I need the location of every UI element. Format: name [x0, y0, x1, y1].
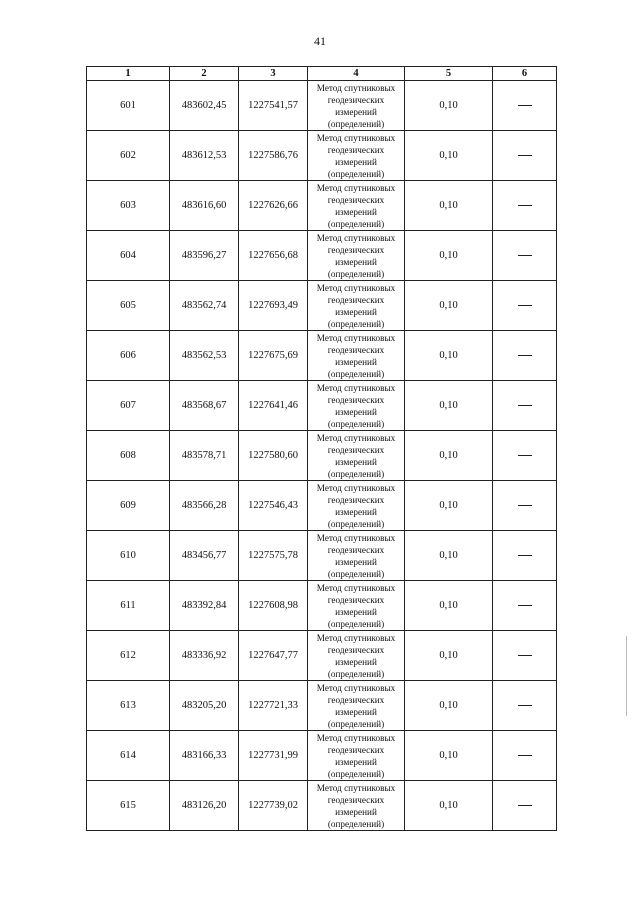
- table-row: [87, 181, 557, 231]
- method-cell: [308, 81, 405, 131]
- dash-mark: [518, 455, 532, 456]
- description-cell: [493, 131, 557, 181]
- method-line: измерений: [335, 256, 377, 267]
- method-line: геодезических: [327, 244, 385, 255]
- x-coordinate-cell: 483336,92: [170, 631, 239, 681]
- y-coordinate-cell: 1227675,69: [239, 331, 308, 381]
- method-line: Метод спутниковых: [316, 732, 396, 743]
- dash-mark: [518, 705, 532, 706]
- method-line: измерений: [335, 406, 377, 417]
- method-line: геодезических: [327, 94, 385, 105]
- description-cell: [493, 731, 557, 781]
- table-row: [87, 631, 557, 681]
- method-line: Метод спутниковых: [316, 132, 396, 143]
- method-cell: [308, 531, 405, 581]
- description-cell: [493, 581, 557, 631]
- accuracy-cell: 0,10: [405, 281, 493, 331]
- table-row: [87, 681, 557, 731]
- method-line: геодезических: [327, 444, 385, 455]
- x-coordinate-cell: 483616,60: [170, 181, 239, 231]
- method-line: Метод спутниковых: [316, 532, 396, 543]
- accuracy-cell: 0,10: [405, 781, 493, 831]
- method-line: измерений: [335, 556, 377, 567]
- method-line: (определений): [327, 418, 385, 429]
- method-cell: [308, 381, 405, 431]
- x-coordinate-cell: 483562,53: [170, 331, 239, 381]
- table-row: [87, 731, 557, 781]
- accuracy-cell: 0,10: [405, 731, 493, 781]
- method-line: геодезических: [327, 144, 385, 155]
- method-cell: [308, 781, 405, 831]
- column-header-2: 2: [170, 67, 239, 81]
- table-row: [87, 131, 557, 181]
- column-header-5: 5: [405, 67, 493, 81]
- y-coordinate-cell: 1227580,60: [239, 431, 308, 481]
- y-coordinate-cell: 1227575,78: [239, 531, 308, 581]
- point-number-cell: 604: [87, 231, 170, 281]
- method-line: Метод спутниковых: [316, 432, 396, 443]
- dash-mark: [518, 805, 532, 806]
- method-line: геодезических: [327, 694, 385, 705]
- point-number-cell: 601: [87, 81, 170, 131]
- dash-mark: [518, 355, 532, 356]
- method-line: геодезических: [327, 344, 385, 355]
- x-coordinate-cell: 483578,71: [170, 431, 239, 481]
- x-coordinate-cell: 483562,74: [170, 281, 239, 331]
- description-cell: [493, 681, 557, 731]
- method-cell: [308, 331, 405, 381]
- column-header-4: 4: [308, 67, 405, 81]
- y-coordinate-cell: 1227541,57: [239, 81, 308, 131]
- table-row: [87, 381, 557, 431]
- column-header-3: 3: [239, 67, 308, 81]
- method-line: (определений): [327, 218, 385, 229]
- method-line: Метод спутниковых: [316, 332, 396, 343]
- point-number-cell: 608: [87, 431, 170, 481]
- dash-mark: [518, 105, 532, 106]
- method-line: (определений): [327, 568, 385, 579]
- method-line: (определений): [327, 518, 385, 529]
- accuracy-cell: 0,10: [405, 231, 493, 281]
- x-coordinate-cell: 483568,67: [170, 381, 239, 431]
- method-cell: [308, 581, 405, 631]
- method-line: геодезических: [327, 644, 385, 655]
- y-coordinate-cell: 1227731,99: [239, 731, 308, 781]
- accuracy-cell: 0,10: [405, 431, 493, 481]
- dash-mark: [518, 505, 532, 506]
- method-line: измерений: [335, 606, 377, 617]
- accuracy-cell: 0,10: [405, 81, 493, 131]
- dash-mark: [518, 555, 532, 556]
- method-line: измерений: [335, 706, 377, 717]
- table-row: [87, 81, 557, 131]
- method-line: геодезических: [327, 294, 385, 305]
- accuracy-cell: 0,10: [405, 631, 493, 681]
- method-line: Метод спутниковых: [316, 632, 396, 643]
- column-header-6: 6: [493, 67, 557, 81]
- point-number-cell: 613: [87, 681, 170, 731]
- y-coordinate-cell: 1227608,98: [239, 581, 308, 631]
- method-line: Метод спутниковых: [316, 782, 396, 793]
- description-cell: [493, 331, 557, 381]
- x-coordinate-cell: 483596,27: [170, 231, 239, 281]
- method-line: (определений): [327, 718, 385, 729]
- method-line: геодезических: [327, 744, 385, 755]
- table-row: [87, 581, 557, 631]
- method-cell: [308, 231, 405, 281]
- method-line: Метод спутниковых: [316, 232, 396, 243]
- dash-mark: [518, 155, 532, 156]
- method-line: геодезических: [327, 794, 385, 805]
- x-coordinate-cell: 483392,84: [170, 581, 239, 631]
- point-number-cell: 609: [87, 481, 170, 531]
- y-coordinate-cell: 1227641,46: [239, 381, 308, 431]
- y-coordinate-cell: 1227739,02: [239, 781, 308, 831]
- dash-mark: [518, 605, 532, 606]
- method-line: (определений): [327, 318, 385, 329]
- y-coordinate-cell: 1227721,33: [239, 681, 308, 731]
- table-header-row: [87, 67, 557, 81]
- accuracy-cell: 0,10: [405, 331, 493, 381]
- method-line: измерений: [335, 806, 377, 817]
- x-coordinate-cell: 483166,33: [170, 731, 239, 781]
- scan-edge-mark: [626, 636, 627, 716]
- column-header-1: 1: [87, 67, 170, 81]
- description-cell: [493, 181, 557, 231]
- accuracy-cell: 0,10: [405, 681, 493, 731]
- description-cell: [493, 531, 557, 581]
- method-line: геодезических: [327, 194, 385, 205]
- point-number-cell: 605: [87, 281, 170, 331]
- accuracy-cell: 0,10: [405, 531, 493, 581]
- accuracy-cell: 0,10: [405, 481, 493, 531]
- method-line: (определений): [327, 818, 385, 829]
- method-cell: [308, 631, 405, 681]
- point-number-cell: 611: [87, 581, 170, 631]
- method-line: измерений: [335, 656, 377, 667]
- dash-mark: [518, 255, 532, 256]
- dash-mark: [518, 305, 532, 306]
- method-cell: [308, 281, 405, 331]
- method-line: измерений: [335, 306, 377, 317]
- description-cell: [493, 781, 557, 831]
- dash-mark: [518, 405, 532, 406]
- accuracy-cell: 0,10: [405, 381, 493, 431]
- point-number-cell: 612: [87, 631, 170, 681]
- description-cell: [493, 631, 557, 681]
- method-line: (определений): [327, 668, 385, 679]
- description-cell: [493, 381, 557, 431]
- method-line: Метод спутниковых: [316, 482, 396, 493]
- method-line: измерений: [335, 506, 377, 517]
- x-coordinate-cell: 483205,20: [170, 681, 239, 731]
- y-coordinate-cell: 1227693,49: [239, 281, 308, 331]
- method-line: (определений): [327, 768, 385, 779]
- y-coordinate-cell: 1227656,68: [239, 231, 308, 281]
- point-number-cell: 610: [87, 531, 170, 581]
- description-cell: [493, 281, 557, 331]
- accuracy-cell: 0,10: [405, 181, 493, 231]
- coordinates-table: [86, 66, 557, 831]
- method-cell: [308, 731, 405, 781]
- accuracy-cell: 0,10: [405, 131, 493, 181]
- table-row: [87, 231, 557, 281]
- method-cell: [308, 681, 405, 731]
- method-line: измерений: [335, 156, 377, 167]
- page-number: 41: [314, 34, 326, 48]
- method-cell: [308, 131, 405, 181]
- y-coordinate-cell: 1227647,77: [239, 631, 308, 681]
- method-line: измерений: [335, 206, 377, 217]
- x-coordinate-cell: 483126,20: [170, 781, 239, 831]
- point-number-cell: 606: [87, 331, 170, 381]
- method-line: геодезических: [327, 544, 385, 555]
- method-line: (определений): [327, 368, 385, 379]
- table-row: [87, 331, 557, 381]
- method-line: измерений: [335, 356, 377, 367]
- method-line: Метод спутниковых: [316, 282, 396, 293]
- table-row: [87, 431, 557, 481]
- method-line: измерений: [335, 106, 377, 117]
- x-coordinate-cell: 483612,53: [170, 131, 239, 181]
- method-line: (определений): [327, 118, 385, 129]
- point-number-cell: 614: [87, 731, 170, 781]
- table-body: [87, 81, 557, 831]
- table-row: [87, 281, 557, 331]
- point-number-cell: 602: [87, 131, 170, 181]
- x-coordinate-cell: 483456,77: [170, 531, 239, 581]
- method-line: Метод спутниковых: [316, 382, 396, 393]
- table-row: [87, 781, 557, 831]
- method-cell: [308, 481, 405, 531]
- description-cell: [493, 81, 557, 131]
- y-coordinate-cell: 1227546,43: [239, 481, 308, 531]
- description-cell: [493, 231, 557, 281]
- method-line: геодезических: [327, 394, 385, 405]
- point-number-cell: 607: [87, 381, 170, 431]
- method-line: геодезических: [327, 594, 385, 605]
- method-cell: [308, 181, 405, 231]
- x-coordinate-cell: 483566,28: [170, 481, 239, 531]
- method-line: Метод спутниковых: [316, 582, 396, 593]
- description-cell: [493, 481, 557, 531]
- x-coordinate-cell: 483602,45: [170, 81, 239, 131]
- table-row: [87, 531, 557, 581]
- method-line: измерений: [335, 456, 377, 467]
- y-coordinate-cell: 1227586,76: [239, 131, 308, 181]
- method-line: Метод спутниковых: [316, 82, 396, 93]
- method-line: Метод спутниковых: [316, 682, 396, 693]
- dash-mark: [518, 655, 532, 656]
- y-coordinate-cell: 1227626,66: [239, 181, 308, 231]
- method-cell: [308, 431, 405, 481]
- description-cell: [493, 431, 557, 481]
- method-line: (определений): [327, 268, 385, 279]
- method-line: измерений: [335, 756, 377, 767]
- dash-mark: [518, 755, 532, 756]
- table-row: [87, 481, 557, 531]
- method-line: (определений): [327, 468, 385, 479]
- point-number-cell: 603: [87, 181, 170, 231]
- point-number-cell: 615: [87, 781, 170, 831]
- dash-mark: [518, 205, 532, 206]
- method-line: геодезических: [327, 494, 385, 505]
- method-line: Метод спутниковых: [316, 182, 396, 193]
- accuracy-cell: 0,10: [405, 581, 493, 631]
- method-line: (определений): [327, 168, 385, 179]
- method-line: (определений): [327, 618, 385, 629]
